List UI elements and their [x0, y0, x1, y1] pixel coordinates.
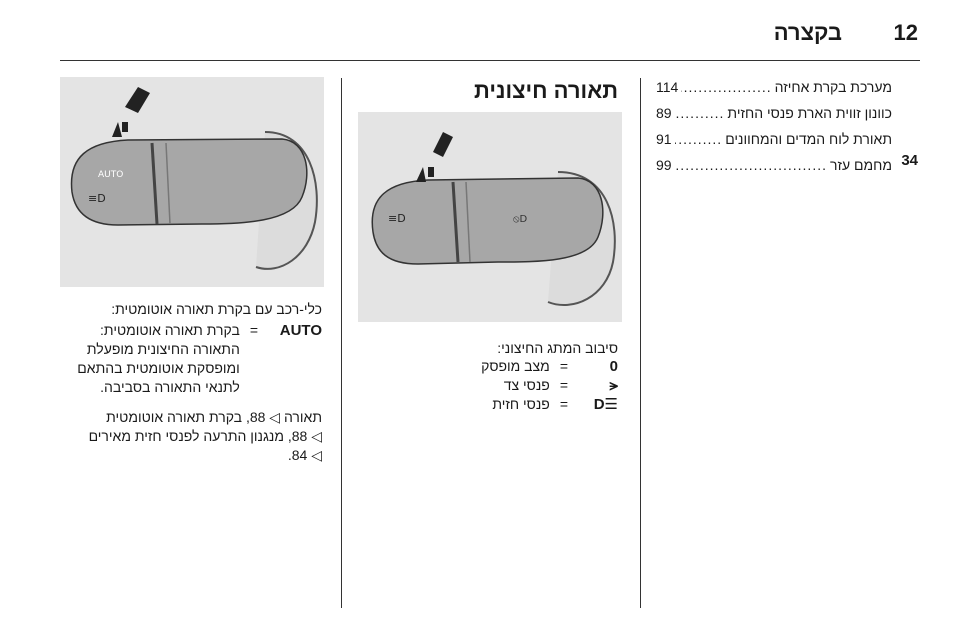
light-switch-illustration — [358, 112, 622, 322]
switch-row — [340, 357, 618, 376]
sidelight-text: פנסי צד — [503, 377, 550, 393]
auto-text: בקרת תאורה אוטומטית: התאורה החיצונית מופעלת ומופסקת אוטומטית בהתאם לתנאי התאורה בסביבה. — [77, 322, 240, 395]
stalk-label: ≡D — [88, 192, 106, 205]
toc-item-page: 99 — [656, 157, 672, 173]
equals: = — [559, 358, 568, 374]
auto-light-switch-illustration — [60, 77, 324, 287]
toc-item[interactable] — [656, 74, 892, 100]
headlight-text: פנסי חזית — [492, 396, 550, 412]
cross-references — [60, 408, 322, 465]
caption-auto-control: כלי-רכב עם בקרת תאורה אוטומטית: — [111, 301, 322, 317]
toc-item-title: מחמם עזר — [830, 157, 892, 173]
toc-item[interactable] — [656, 100, 892, 126]
toc-item-page: 91 — [656, 131, 672, 147]
switch-row — [340, 395, 618, 414]
toc-item[interactable] — [656, 126, 892, 152]
off-text: מצב מופסק — [481, 358, 550, 374]
toc-item[interactable] — [656, 152, 892, 178]
switch-row — [340, 376, 618, 395]
equals: = — [249, 322, 258, 338]
light-switch-figure — [358, 112, 622, 322]
column-divider-right — [640, 78, 641, 608]
auto-light-switch-figure — [60, 77, 324, 287]
sidelight-icon: ⪪ — [609, 377, 618, 394]
auto-row — [60, 321, 322, 397]
page-number: 12 — [893, 20, 918, 45]
equals: = — [559, 377, 568, 393]
ref-line[interactable]: תאורה ◁ 88, בקרת תאורה אוטומטית — [106, 409, 322, 425]
ref-line[interactable]: ◁ 88, מנגנון התרעה לפנסי חזית מאירים — [88, 428, 322, 444]
toc-item-page: 89 — [656, 105, 672, 121]
header-rule — [60, 60, 920, 61]
table-of-contents — [656, 74, 892, 178]
ref-line[interactable]: ◁ 84. — [287, 447, 322, 463]
page-title: בקצרה — [773, 20, 842, 45]
switch-positions — [340, 357, 618, 414]
toc-leader — [675, 100, 725, 126]
headlight-icon: ☰D — [593, 396, 618, 413]
stalk-label: ≡D — [388, 212, 406, 225]
stalk-label: AUTO — [98, 170, 124, 180]
toc-leader — [675, 152, 827, 178]
stalk-label: ⦸D — [513, 214, 528, 225]
section-title: תאורה חיצונית — [474, 78, 618, 103]
current-section-marker: 34 — [901, 152, 918, 169]
auto-symbol: AUTO — [279, 322, 322, 339]
toc-item-page: 114 — [656, 79, 679, 95]
off-symbol: 0 — [609, 358, 618, 375]
caption-rotate-switch: סיבוב המתג החיצוני: — [497, 340, 618, 356]
toc-leader — [675, 126, 723, 152]
toc-item-title: מערכת בקרת אחיזה — [774, 79, 892, 95]
equals: = — [559, 396, 568, 412]
toc-item-title: כוונון זווית הארת פנסי החזית — [727, 105, 892, 121]
toc-item-title: תאורת לוח המדים והמחוונים — [725, 131, 892, 147]
toc-leader — [681, 74, 771, 100]
